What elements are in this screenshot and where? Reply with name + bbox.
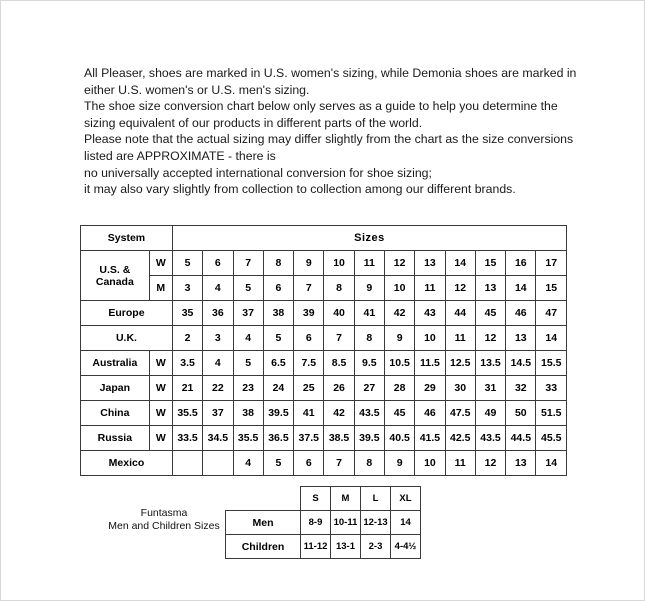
size-cell: 5: [172, 251, 202, 276]
size-cell: 45: [475, 301, 505, 326]
size-cell: 45.5: [536, 426, 567, 451]
size-cell: 7: [233, 251, 263, 276]
table-row: [81, 326, 567, 351]
size-cell: 6: [294, 451, 324, 476]
size-cell: 7.5: [294, 351, 324, 376]
size-cell: 15: [536, 276, 567, 301]
table-header-row: [81, 226, 567, 251]
size-cell: 47: [536, 301, 567, 326]
size-cell: 9: [294, 251, 324, 276]
size-cell: 6.5: [263, 351, 293, 376]
size-cell: 9: [384, 326, 414, 351]
size-cell: 14.5: [506, 351, 536, 376]
size-cell: 8: [354, 326, 384, 351]
row-gender: W: [149, 376, 172, 401]
size-cell: 23: [233, 376, 263, 401]
size-cell: 39: [294, 301, 324, 326]
size-cell: 15: [475, 251, 505, 276]
size-cell: 4: [203, 276, 233, 301]
funtasma-size-cell: 14: [391, 511, 421, 535]
size-cell: 38: [233, 401, 263, 426]
funtasma-size-cell: 10-11: [331, 511, 361, 535]
size-cell: 5: [263, 326, 293, 351]
row-gender: W: [149, 251, 172, 276]
size-cell: 16: [506, 251, 536, 276]
size-cell: 40.5: [384, 426, 414, 451]
row-gender: W: [149, 351, 172, 376]
size-cell: 29: [415, 376, 445, 401]
size-cell: 41: [354, 301, 384, 326]
size-cell: 3.5: [172, 351, 202, 376]
table-row: [81, 451, 567, 476]
size-cell: 9.5: [354, 351, 384, 376]
size-cell: 11.5: [415, 351, 445, 376]
size-cell: 12: [475, 326, 505, 351]
size-cell: 14: [536, 326, 567, 351]
size-cell: 49: [475, 401, 505, 426]
size-cell: 32: [506, 376, 536, 401]
size-cell: 40: [324, 301, 354, 326]
size-cell: 36.5: [263, 426, 293, 451]
size-cell: 44: [445, 301, 475, 326]
row-gender: M: [149, 276, 172, 301]
row-label: Europe: [81, 301, 173, 326]
size-cell: 28: [384, 376, 414, 401]
row-gender: W: [149, 401, 172, 426]
funtasma-size-cell: 12-13: [361, 511, 391, 535]
size-cell: 42: [384, 301, 414, 326]
size-cell: 14: [506, 276, 536, 301]
intro-text: [84, 65, 584, 198]
size-cell: 14: [536, 451, 567, 476]
size-cell: 7: [294, 276, 324, 301]
size-cell: 35: [172, 301, 202, 326]
size-conversion-table: [80, 225, 567, 476]
size-cell: 33: [536, 376, 567, 401]
size-cell: 9: [384, 451, 414, 476]
funtasma-row: [226, 535, 421, 559]
size-cell: 39.5: [263, 401, 293, 426]
size-cell: 34.5: [203, 426, 233, 451]
size-cell: 13: [415, 251, 445, 276]
size-cell: 22: [203, 376, 233, 401]
table-row: [81, 251, 567, 276]
size-cell: 37.5: [294, 426, 324, 451]
size-cell: 31: [475, 376, 505, 401]
funtasma-size-cell: 4-4½: [391, 535, 421, 559]
size-cell: 13: [506, 326, 536, 351]
funtasma-row-label: Children: [226, 535, 301, 559]
size-cell: 35.5: [172, 401, 202, 426]
size-cell: 35.5: [233, 426, 263, 451]
size-cell: 42: [324, 401, 354, 426]
size-cell: 3: [172, 276, 202, 301]
funtasma-size-cell: 11-12: [301, 535, 331, 559]
header-system: System: [81, 226, 173, 251]
size-cell: 6: [263, 276, 293, 301]
table-row: [81, 426, 567, 451]
row-label: China: [81, 401, 150, 426]
size-cell: 8: [324, 276, 354, 301]
size-cell: 46: [506, 301, 536, 326]
size-cell: 5: [263, 451, 293, 476]
size-cell: 6: [294, 326, 324, 351]
size-cell: 5: [233, 276, 263, 301]
size-cell: 37: [233, 301, 263, 326]
size-cell: 11: [445, 451, 475, 476]
size-cell: 12: [475, 451, 505, 476]
size-cell: 25: [294, 376, 324, 401]
size-cell: 13.5: [475, 351, 505, 376]
size-cell: 51.5: [536, 401, 567, 426]
funtasma-column-header: L: [361, 487, 391, 511]
funtasma-column-header: XL: [391, 487, 421, 511]
size-cell: 4: [233, 326, 263, 351]
size-cell: 12: [445, 276, 475, 301]
size-cell: 17: [536, 251, 567, 276]
size-cell: 33.5: [172, 426, 202, 451]
row-label-us-canada: U.S. & Canada: [81, 251, 150, 301]
intro-paragraph-2: The shoe size conversion chart below only serves as a guide to help you determine the sizing equivalent of our products in different parts of the world.: [84, 99, 558, 130]
size-cell: 46: [415, 401, 445, 426]
size-cell: 6: [203, 251, 233, 276]
size-cell: 13: [475, 276, 505, 301]
size-cell: 41: [294, 401, 324, 426]
size-cell: 14: [445, 251, 475, 276]
size-cell: 43: [415, 301, 445, 326]
funtasma-header-blank: [226, 487, 301, 511]
size-cell: [172, 451, 202, 476]
size-cell: 41.5: [415, 426, 445, 451]
size-cell: 47.5: [445, 401, 475, 426]
size-cell: 10: [384, 276, 414, 301]
size-cell: 15.5: [536, 351, 567, 376]
row-label: Australia: [81, 351, 150, 376]
size-cell: 13: [506, 451, 536, 476]
funtasma-row-label: Men: [226, 511, 301, 535]
sub-table-caption: Funtasma Men and Children Sizes: [108, 507, 220, 532]
row-label: Mexico: [81, 451, 173, 476]
size-cell: 12: [384, 251, 414, 276]
size-cell: 2: [172, 326, 202, 351]
table-row: [81, 301, 567, 326]
size-cell: 43.5: [354, 401, 384, 426]
size-cell: 30: [445, 376, 475, 401]
size-cell: 5: [233, 351, 263, 376]
size-cell: [203, 451, 233, 476]
header-sizes: Sizes: [172, 226, 566, 251]
size-cell: 42.5: [445, 426, 475, 451]
size-cell: 39.5: [354, 426, 384, 451]
funtasma-column-header: M: [331, 487, 361, 511]
intro-paragraph-1: All Pleaser, shoes are marked in U.S. women's sizing, while Demonia shoes are marked in either U.S. women's or U.S. men's sizing.: [84, 66, 577, 97]
size-cell: 21: [172, 376, 202, 401]
funtasma-table-wrap: [225, 486, 420, 559]
funtasma-size-cell: 8-9: [301, 511, 331, 535]
funtasma-column-header: S: [301, 487, 331, 511]
row-label: Russia: [81, 426, 150, 451]
size-cell: 36: [203, 301, 233, 326]
size-cell: 7: [324, 451, 354, 476]
size-cell: 10.5: [384, 351, 414, 376]
table-row: [81, 351, 567, 376]
size-cell: 8.5: [324, 351, 354, 376]
row-gender: W: [149, 426, 172, 451]
table-row: [81, 276, 567, 301]
size-cell: 44.5: [506, 426, 536, 451]
intro-paragraph-3: Please note that the actual sizing may differ slightly from the chart as the size conversions listed are APPROXIMATE - there is: [84, 132, 574, 163]
size-cell: 9: [354, 276, 384, 301]
size-cell: 4: [203, 351, 233, 376]
size-cell: 8: [354, 451, 384, 476]
intro-paragraph-5: it may also vary slightly from collection to collection among our different brands.: [84, 182, 516, 197]
size-cell: 3: [203, 326, 233, 351]
size-cell: 43.5: [475, 426, 505, 451]
size-cell: 11: [354, 251, 384, 276]
row-label: U.K.: [81, 326, 173, 351]
size-cell: 45: [384, 401, 414, 426]
funtasma-size-cell: 13-1: [331, 535, 361, 559]
intro-paragraph-4: no universally accepted international conversion for shoe sizing;: [84, 165, 432, 180]
size-cell: 24: [263, 376, 293, 401]
size-cell: 38.5: [324, 426, 354, 451]
funtasma-header-row: [226, 487, 421, 511]
size-cell: 37: [203, 401, 233, 426]
size-cell: 4: [233, 451, 263, 476]
row-label: Japan: [81, 376, 150, 401]
size-cell: 10: [415, 451, 445, 476]
size-cell: 27: [354, 376, 384, 401]
size-cell: 10: [415, 326, 445, 351]
funtasma-size-table: [225, 486, 421, 559]
size-cell: 8: [263, 251, 293, 276]
size-cell: 12.5: [445, 351, 475, 376]
funtasma-row: [226, 511, 421, 535]
size-cell: 26: [324, 376, 354, 401]
size-cell: 7: [324, 326, 354, 351]
funtasma-size-cell: 2-3: [361, 535, 391, 559]
size-cell: 10: [324, 251, 354, 276]
table-row: [81, 401, 567, 426]
size-cell: 11: [415, 276, 445, 301]
table-row: [81, 376, 567, 401]
size-cell: 50: [506, 401, 536, 426]
size-cell: 11: [445, 326, 475, 351]
size-cell: 38: [263, 301, 293, 326]
